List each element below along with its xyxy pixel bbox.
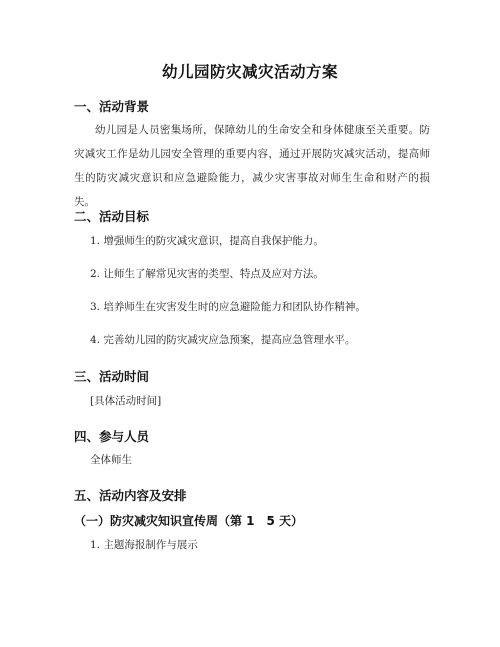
background-paragraph: 幼儿园是人员密集场所，保障幼儿的生命安全和身体健康至关重要。防灾减灾工作是幼儿园安全管理的重要内容，通过开展防灾减灾活动，提高师生的防灾减灾意识和应急避险能力，减少灾害事故对师生生命和财产的损失。 [74, 124, 430, 208]
section-heading-time: 三、活动时间 [74, 369, 150, 384]
goal-item-3: 3. 培养师生在灾害发生时的应急避险能力和团队协作精神。 [90, 301, 366, 313]
goal-item-4: 4. 完善幼儿园的防灾减灾应急预案，提高应急管理水平。 [90, 334, 356, 346]
document-title: 幼儿园防灾减灾活动方案 [161, 63, 338, 81]
goal-item-2: 2. 让师生了解常见灾害的类型、特点及应对方法。 [90, 268, 324, 280]
participants-value: 全体师生 [90, 454, 132, 466]
section-heading-content: 五、活动内容及安排 [74, 488, 187, 503]
activity-time-value: [具体活动时间] [90, 395, 162, 407]
section-heading-participants: 四、参与人员 [74, 429, 150, 444]
section-heading-goals: 二、活动目标 [74, 209, 150, 224]
content-subheading-week: （一）防灾减灾知识宣传周（第 1 5 天） [74, 514, 304, 528]
goal-item-1: 1. 增强师生的防灾减灾意识，提高自我保护能力。 [90, 235, 324, 247]
section-heading-background: 一、活动背景 [74, 99, 150, 114]
content-item-1: 1. 主题海报制作与展示 [90, 539, 198, 551]
